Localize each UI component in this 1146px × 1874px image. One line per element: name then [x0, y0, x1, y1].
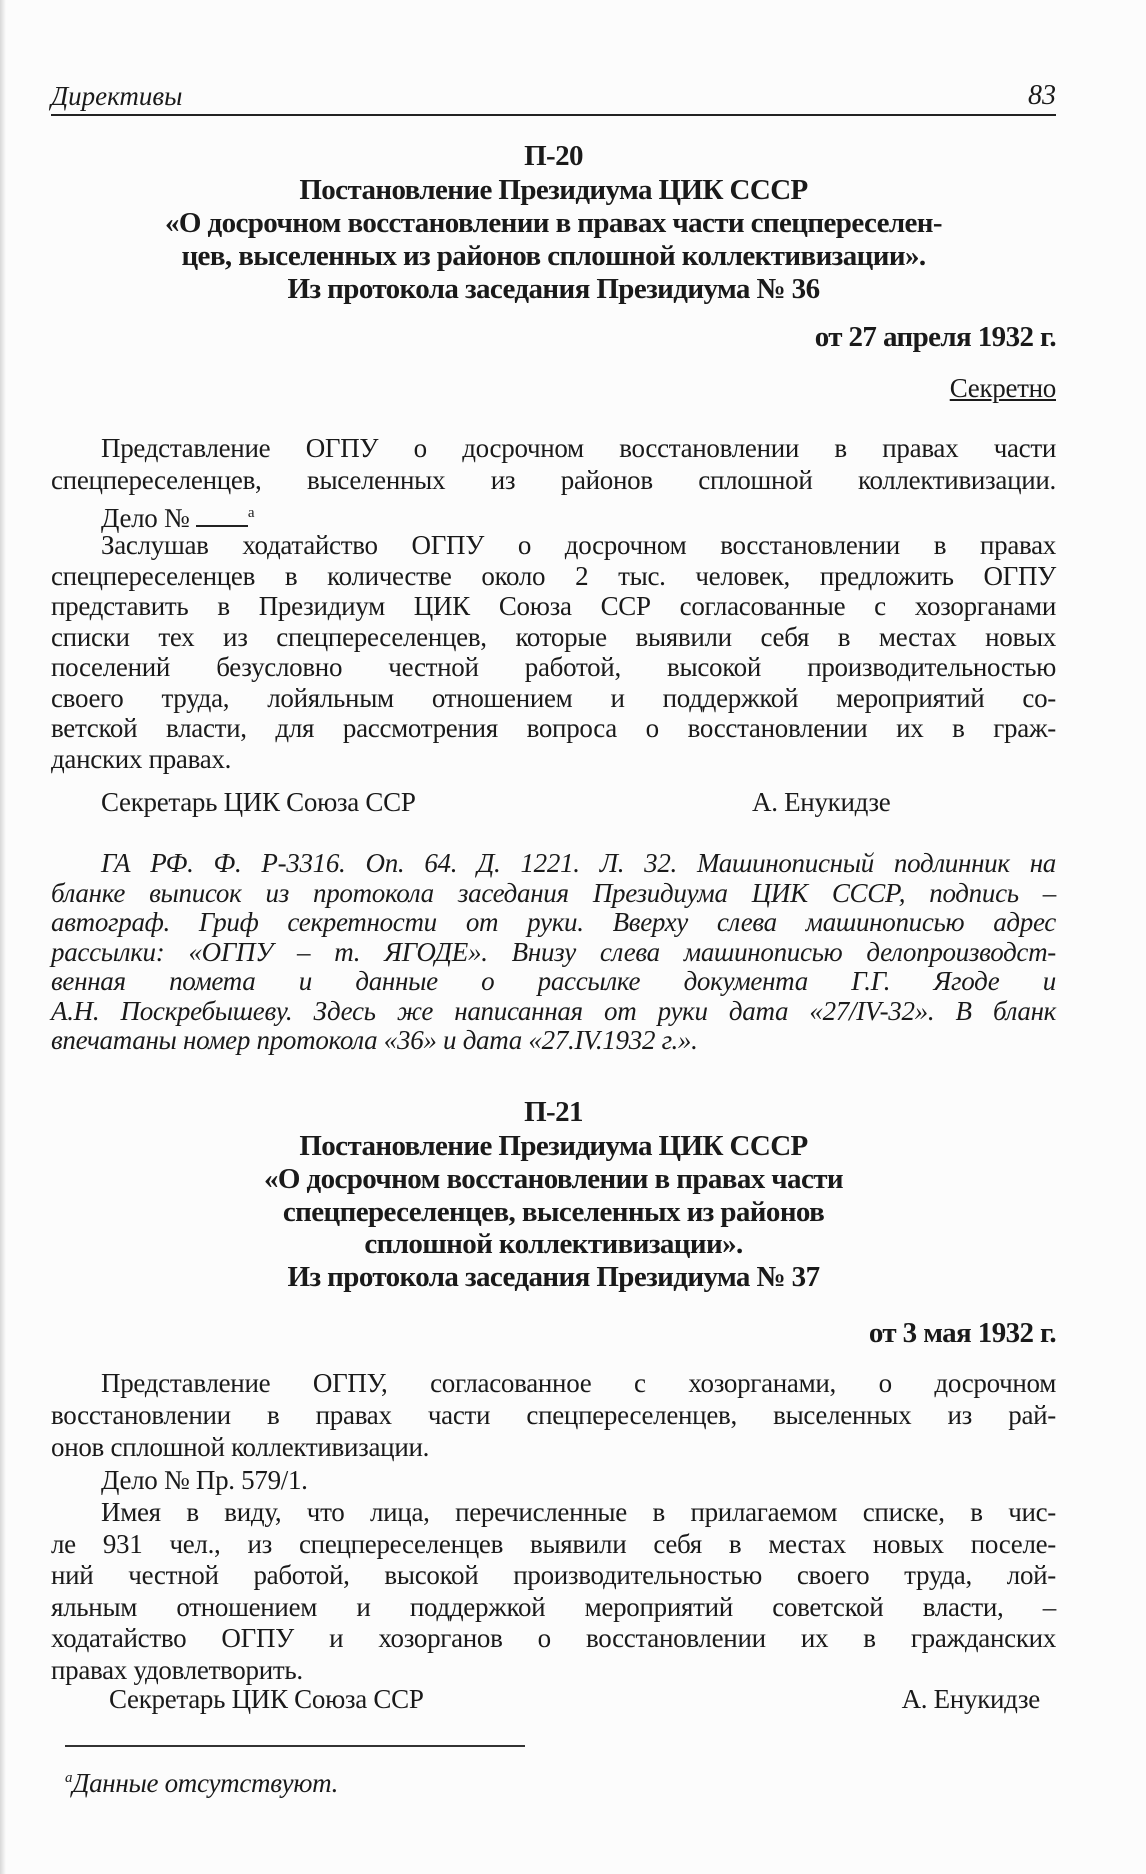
doc1-date: от 27 апреля 1932 г. [814, 321, 1056, 353]
footnote-mark: а [65, 1770, 73, 1786]
doc1-source-note-line: А.Н. Поскребышеву. Здесь же написанная от руки дата «27/IV-32». В бланк [51, 995, 1056, 1026]
doc2-para1-line: онов сплошной коллективизации. [51, 1432, 430, 1462]
doc2-title-line: «О досрочном восстановлении в правах части [264, 1163, 843, 1195]
doc2-para2-line: ний честной работой, высокой производительностью своего труда, лой- [51, 1560, 1056, 1590]
doc1-source-note-line: рассылки: «ОГПУ – т. ЯГОДЕ». Внизу слева машинописью делопроизводст- [51, 936, 1056, 967]
doc1-para2-line: ветской власти, для рассмотрения вопроса о восстановлении их в граж- [51, 713, 1056, 743]
doc1-para1-line: Представление ОГПУ о досрочном восстановлении в правах части [101, 433, 1056, 463]
footnote [65, 1763, 338, 1798]
doc1-title-line: цев, выселенных из районов сплошной коллективизации». [181, 240, 926, 272]
doc2-para2-line: ходатайство ОГПУ и хозорганов о восстановлении их в гражданских [51, 1623, 1056, 1653]
footnote-rule [65, 1745, 525, 1747]
case-label: Дело № [101, 503, 190, 533]
doc2-title-line: Постановление Президиума ЦИК СССР [299, 1130, 808, 1162]
doc1-title-line: Постановление Президиума ЦИК СССР [299, 174, 808, 206]
case-number-blank [196, 505, 248, 527]
doc1-source-note-line: венная помета и данные о рассылке документа Г.Г. Ягоде и [51, 966, 1056, 996]
doc2-signature-title: Секретарь ЦИК Союза ССР [109, 1684, 424, 1714]
doc1-para2-line: данских правах. [51, 743, 232, 774]
doc1-para2-line: списки тех из спецпереселенцев, которые выявили себя в местах новых [51, 621, 1056, 652]
doc2-title-line: сплошной коллективизации». [364, 1228, 743, 1260]
doc1-title-line: Из протокола заседания Президиума № 36 [287, 273, 820, 305]
doc1-source-note-line: бланке выписок из протокола заседания Президиума ЦИК СССР, подпись – [51, 877, 1056, 908]
footnote-text: Данные отсутствуют. [72, 1768, 339, 1798]
doc2-para2-line: правах удовлетворить. [51, 1654, 303, 1685]
page-number: 83 [1028, 80, 1056, 111]
doc1-para2-line: поселений безусловно честной работой, высокой производительностью [51, 652, 1056, 682]
doc1-source-note-line: впечатаны номер протокола «36» и дата «27.IV.1932 г.». [51, 1025, 698, 1055]
doc1-para2-line: Заслушав ходатайство ОГПУ о досрочном восстановлении в правах [101, 530, 1056, 560]
doc2-date: от 3 мая 1932 г. [868, 1317, 1056, 1349]
doc1-signature-title: Секретарь ЦИК Союза ССР [101, 787, 416, 817]
section-title: Директивы [51, 81, 183, 111]
running-header [51, 80, 1056, 116]
doc1-para2-line: своего труда, лойяльным отношением и поддержкой мероприятий со- [51, 682, 1056, 713]
doc1-source-note-line: ГА РФ. Ф. Р-3316. Оп. 64. Д. 1221. Л. 32. Машинописный подлинник на [101, 848, 1056, 878]
doc2-case: Дело № Пр. 579/1. [101, 1465, 308, 1495]
doc2-para1-line: Представление ОГПУ, согласованное с хозорганами, о досрочном [101, 1368, 1056, 1398]
doc2-number: П-21 [524, 1096, 583, 1128]
doc1-para1-line: спецпереселенцев, выселенных из районов сплошной коллективизации. [51, 465, 1056, 495]
doc2-signature-name: А. Енукидзе [901, 1684, 1040, 1714]
doc2-para1-line: восстановлении в правах части спецпереселенцев, выселенных из рай- [51, 1400, 1056, 1430]
doc2-para2-line: Имея в виду, что лица, перечисленные в прилагаемом списке, в чис- [101, 1497, 1056, 1527]
doc2-title-line: Из протокола заседания Президиума № 37 [287, 1261, 820, 1293]
doc1-signature-name: А. Енукидзе [752, 787, 891, 817]
doc1-number: П-20 [524, 140, 583, 172]
doc1-case-line [101, 498, 254, 533]
doc1-classification: Секретно [949, 373, 1056, 403]
doc1-title-line: «О досрочном восстановлении в правах части спецпереселен- [165, 207, 942, 239]
page-edge-shadow [0, 0, 6, 1874]
footnote-ref: а [247, 505, 255, 521]
doc2-para2-line: ле 931 чел., из спецпереселенцев выявили себя в местах новых поселе- [51, 1528, 1056, 1559]
doc1-para2-line: спецпереселенцев в количестве около 2 тыс. человек, предложить ОГПУ [51, 560, 1056, 591]
doc2-title-line: спецпереселенцев, выселенных из районов [282, 1196, 825, 1228]
doc1-para2-line: представить в Президиум ЦИК Союза ССР согласованные с хозорганами [51, 591, 1056, 621]
doc2-para2-line: яльным отношением и поддержкой мероприятий советской власти, – [51, 1591, 1056, 1622]
doc1-source-note-line: автограф. Гриф секретности от руки. Вверху слева машинописью адрес [51, 907, 1056, 937]
